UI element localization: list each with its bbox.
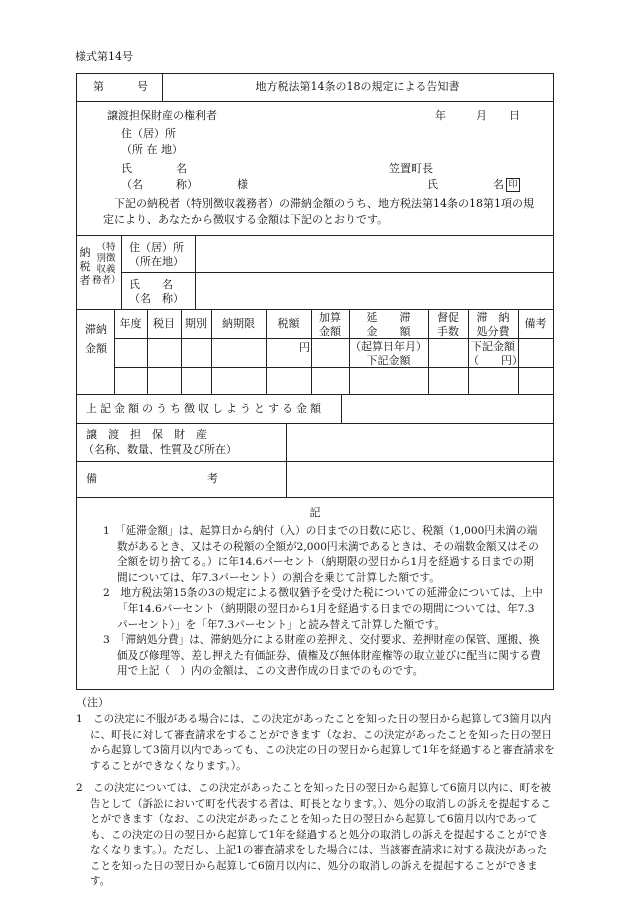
seal-mark: 印 bbox=[506, 178, 520, 192]
header-line: 加算 bbox=[319, 311, 341, 324]
intro-text: 下記の納税者（特別徴収義務者）の滞納金額のうち、地方税法第14条の18第1項の規定により、あなたから徴収する金額は下記のとおりです。 bbox=[103, 197, 534, 226]
col-header-tax-item: 税目 bbox=[153, 317, 175, 330]
notes-title: 記 bbox=[309, 506, 321, 519]
col-header-reminder-fee bbox=[428, 311, 468, 339]
divider bbox=[341, 394, 342, 423]
divider bbox=[121, 272, 553, 273]
name-label: 氏 名 bbox=[121, 162, 187, 175]
col-header-year: 年度 bbox=[119, 317, 142, 330]
date-year: 年 bbox=[435, 109, 446, 122]
col-header-remarks: 備考 bbox=[524, 317, 547, 330]
yen-unit: 円 bbox=[299, 341, 310, 354]
note-line: （ 円） bbox=[468, 353, 523, 367]
divider bbox=[77, 101, 553, 102]
header-line: 処分費 bbox=[476, 324, 510, 338]
col-header-disposition-cost bbox=[468, 311, 518, 339]
col-header-due-date: 納期限 bbox=[222, 317, 255, 330]
note-line: 下記金額 bbox=[366, 353, 411, 367]
header-line: 督促 bbox=[437, 311, 459, 324]
col-header-period: 期別 bbox=[185, 317, 207, 330]
taxpayer-label: 納税者 bbox=[79, 246, 91, 287]
collect-amount-label: 上記金額のうち徴収しようとする金額 bbox=[86, 402, 324, 415]
note-item: 1 「延滞金額」は、起算日から納付（入）の日までの日数に応じ、税額（1,000円未満の端数があるとき、又はその税額の全額が2,000円未満であるときは、その端数金額又はその全額を切り捨てる。）に年14.6パーセント（納期限の翌日から1月を経過する日までの期間については、年7.3パーセント）の割合を乗じて計算した額です。 bbox=[103, 525, 539, 584]
divider bbox=[77, 461, 553, 462]
caution-item: 2 この決定については、この決定があったことを知った日の翌日から起算して6箇月以内に、町を被告として（訴訟において町を代表する者は、町長となります。）、処分の取消しの訴えを提起することができます（なお、この決定があったことを知った日の翌日から起算して6箇月以内であっても、この決定の日の翌日から起算して1年を経過すると処分の取消しの訴えを提起することができなくなります。）。ただし、上記1の審査請求をした場合には、当該審査請求に対する裁決があったことを知った日の翌日から起算して6箇月以内に、処分の取消しの訴えを提起することができます。 bbox=[76, 782, 552, 887]
name-label-sub: （名 称） bbox=[121, 178, 198, 191]
col-header-additional-amount bbox=[311, 311, 349, 339]
header-line: 手数 bbox=[437, 324, 459, 338]
notes-list bbox=[103, 524, 543, 680]
notice-form bbox=[76, 73, 554, 690]
delinquency-note bbox=[349, 340, 428, 368]
col-header-tax-amount: 税額 bbox=[277, 317, 300, 330]
addressee-label: 譲渡担保財産の権利者 bbox=[107, 109, 217, 122]
header-line: 金 額 bbox=[366, 324, 411, 338]
seal-box bbox=[506, 178, 520, 192]
disposition-note bbox=[468, 340, 523, 368]
date-month: 月 bbox=[476, 109, 487, 122]
taxpayer-name-label-sub: （名 称） bbox=[129, 292, 184, 305]
form-number: 様式第14号 bbox=[75, 50, 133, 63]
property-label-sub: （名称、数量、性質及び所在） bbox=[83, 443, 237, 456]
note-line: （起算日年月） bbox=[350, 340, 427, 353]
header-line: 滞 納 bbox=[476, 311, 510, 324]
divider bbox=[286, 423, 287, 497]
note-item: 3 「滞納処分費」は、滞納処分による財産の差押え、交付要求、差押財産の保管、運搬、換価及び修理等、差し押えた有価証券、債権及び無体財産権等の取立並びに配当に関する費用で上記（ ）内の金額は、この文書作成の日までのものです。 bbox=[103, 634, 541, 678]
special-collector-label: （特別徴収義務者） bbox=[92, 242, 121, 286]
caution-list bbox=[76, 712, 556, 897]
divider bbox=[77, 394, 553, 395]
address-label-sub: （所 在 地） bbox=[121, 143, 183, 156]
honorific: 様 bbox=[237, 178, 248, 191]
divider bbox=[77, 497, 553, 498]
property-label: 譲 渡 担 保 財 産 bbox=[86, 428, 207, 441]
taxpayer-address-label-sub: （所在地） bbox=[129, 255, 184, 268]
remarks-label: 備 考 bbox=[86, 472, 218, 485]
caution-title: （注） bbox=[76, 696, 109, 709]
col-header-delinquency bbox=[349, 311, 428, 339]
issuer-title: 笠置町長 bbox=[389, 162, 433, 175]
taxpayer-name-label: 氏 名 bbox=[129, 278, 173, 291]
arrears-label: 滞納金額 bbox=[85, 323, 107, 355]
header-line: 金額 bbox=[319, 324, 341, 338]
note-item: 2 地方税法第15条の3の規定による徴収猶予を受けた税についての延滞金については、上中「年14.6パーセント（納期限の翌日から1月を経過する日までの期間については、年7.3パーセント）」を「年7.3パーセント」と読み替えて計算した額です。 bbox=[103, 587, 543, 631]
divider bbox=[77, 309, 553, 310]
address-label: 住（居）所 bbox=[121, 127, 176, 140]
note-line: 下記金額 bbox=[471, 340, 515, 353]
document-number-label: 第 号 bbox=[93, 80, 148, 93]
issuer-name-label: 氏 名 bbox=[427, 178, 504, 191]
caution-item: 1 この決定に不服がある場合には、この決定があったことを知った日の翌日から起算して3箇月以内に、町長に対して審査請求をすることができます（なお、この決定があったことを知った日の翌日から起算して3箇月以内であっても、この決定の日の翌日から起算して1年を経過すると審査請求をすることができなくなります。）。 bbox=[76, 713, 555, 772]
taxpayer-address-label: 住（居）所 bbox=[129, 241, 184, 254]
header-line: 延 滞 bbox=[366, 311, 411, 324]
divider bbox=[77, 235, 553, 236]
divider bbox=[77, 423, 553, 424]
document-title: 地方税法第14条の18の規定による告知書 bbox=[255, 80, 460, 93]
date-day: 日 bbox=[509, 109, 520, 122]
